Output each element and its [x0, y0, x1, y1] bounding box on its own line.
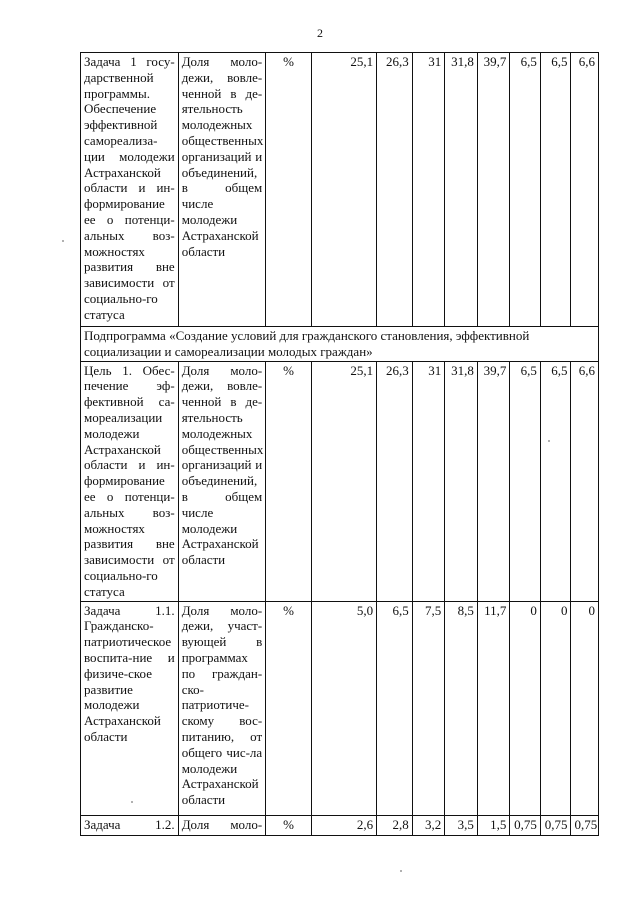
indicators-table [80, 52, 599, 836]
value-cell: 2,8 [377, 815, 413, 835]
indicator-cell: Доля моло-дежи, вовле-ченной в де-ятельность молодежных общественных организаций и объединений, в общем числе молодежи Астраханской области [178, 361, 266, 601]
subprogram-title: Подпрограмма «Создание условий для гражданского становления, эффективной социализации и самореализации молодых граждан» [81, 327, 599, 362]
unit-cell: % [266, 815, 312, 835]
value-cell: 0,75 [540, 815, 571, 835]
value-cell: 31,8 [445, 361, 478, 601]
value-cell: 11,7 [477, 601, 510, 815]
task-cell: Задача 1.1. Гражданско-патриотическое воспита-ние и физиче-ское развитие молодежи Астраханской области [81, 601, 179, 815]
value-cell: 6,5 [540, 361, 571, 601]
unit-cell: % [266, 53, 312, 327]
page-number: 2 [317, 26, 323, 40]
value-cell: 26,3 [377, 53, 413, 327]
value-cell: 0,75 [510, 815, 541, 835]
scan-speck [62, 240, 64, 242]
value-cell: 39,7 [477, 53, 510, 327]
value-cell: 8,5 [445, 601, 478, 815]
indicator-cell: Доля моло-дежи, участ-вующей в программах по граждан-ско-патриотиче-скому вос-питанию, от общего чис-ла молодежи Астраханской области [178, 601, 266, 815]
value-cell: 7,5 [412, 601, 445, 815]
indicator-cell: Доля моло-дежи, вовле-ченной в де-ятельность молодежных общественных организаций и объединений, в общем числе молодежи Астраханской области [178, 53, 266, 327]
value-cell: 6,6 [571, 53, 599, 327]
value-cell: 1,5 [477, 815, 510, 835]
scan-speck [548, 440, 550, 442]
value-cell: 31 [412, 361, 445, 601]
value-cell: 0 [510, 601, 541, 815]
value-cell: 25,1 [311, 361, 376, 601]
table-row [81, 361, 599, 601]
table-row [81, 53, 599, 327]
table-row [81, 601, 599, 815]
value-cell: 6,5 [510, 361, 541, 601]
value-cell: 3,5 [445, 815, 478, 835]
unit-cell: % [266, 601, 312, 815]
scan-speck [400, 870, 402, 872]
subprogram-row [81, 327, 599, 362]
value-cell: 0,75 [571, 815, 599, 835]
value-cell: 2,6 [311, 815, 376, 835]
value-cell: 25,1 [311, 53, 376, 327]
value-cell: 6,6 [571, 361, 599, 601]
value-cell: 31 [412, 53, 445, 327]
task-cell: Задача 1 госу-дарственной программы. Обеспечение эффективной самореализа-ции молодежи Астраханской области и ин-формирование ее о потенци-альных воз-можностях развития вне зависимости от социально-го статуса [81, 53, 179, 327]
value-cell: 0 [540, 601, 571, 815]
value-cell: 26,3 [377, 361, 413, 601]
value-cell: 31,8 [445, 53, 478, 327]
task-cell: Цель 1. Обес-печение эф-фективной са-мореализации молодежи Астраханской области и ин-формирование ее о потенци-альных воз-можностях развития вне зависимости от социально-го статуса [81, 361, 179, 601]
value-cell: 6,5 [540, 53, 571, 327]
value-cell: 39,7 [477, 361, 510, 601]
unit-cell: % [266, 361, 312, 601]
value-cell: 0 [571, 601, 599, 815]
value-cell: 6,5 [377, 601, 413, 815]
value-cell: 3,2 [412, 815, 445, 835]
table-row [81, 815, 599, 835]
task-cell: Задача 1.2. [81, 815, 179, 835]
value-cell: 6,5 [510, 53, 541, 327]
indicator-cell: Доля моло- [178, 815, 266, 835]
value-cell: 5,0 [311, 601, 376, 815]
scan-speck [131, 801, 133, 803]
